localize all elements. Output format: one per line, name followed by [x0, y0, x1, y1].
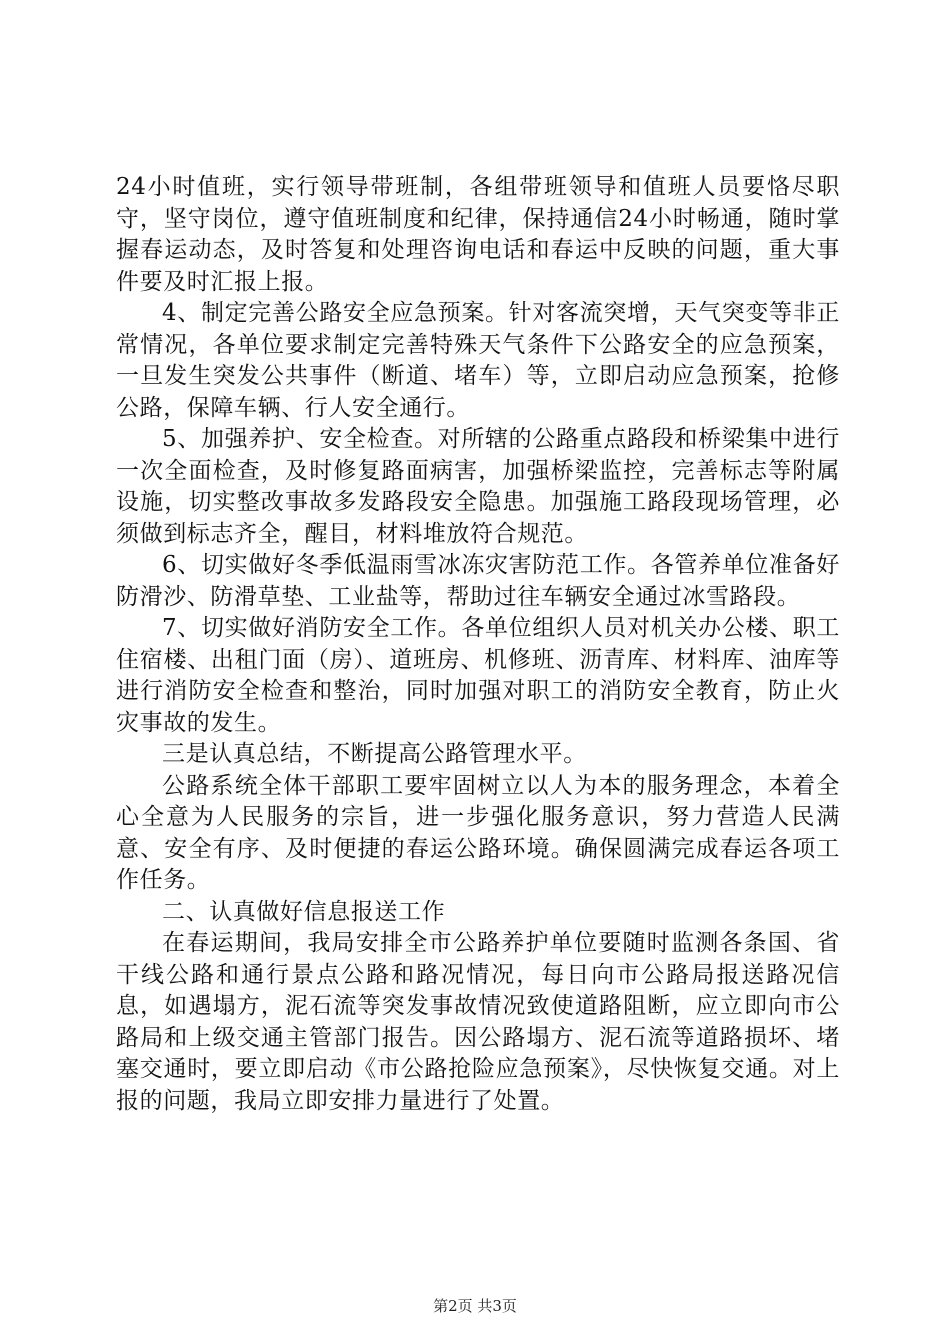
paragraph-item-6-winter-disaster: 6、切实做好冬季低温雨雪冰冻灾害防范工作。各管养单位准备好防滑沙、防滑草垫、工业盐等，帮助过往车辆安全通过冰雪路段。 — [116, 552, 840, 610]
paragraph-duty-continuation: 24小时值班，实行领导带班制，各组带班领导和值班人员要恪尽职守，坚守岗位，遵守值班制度和纪律，保持通信24小时畅通，随时掌握春运动态，及时答复和处理咨询电话和春运中反映的问题，重大事件要及时汇报上报。 — [116, 174, 840, 295]
paragraph-item-4-emergency-plan: 4、制定完善公路安全应急预案。针对客流突增，天气突变等非正常情况，各单位要求制定完善特殊天气条件下公路安全的应急预案，一旦发生突发公共事件（断道、堵车）等，立即启动应急预案，抢修公路，保障车辆、行人安全通行。 — [116, 300, 840, 421]
paragraph-info-reporting: 在春运期间，我局安排全市公路养护单位要随时监测各条国、省干线公路和通行景点公路和路况情况，每日向市公路局报送路况信息，如遇塌方，泥石流等突发事故情况致使道路阻断，应立即向市公路局和上级交通主管部门报告。因公路塌方、泥石流等道路损坏、堵塞交通时，要立即启动《市公路抢险应急预案》，尽快恢复交通。对上报的问题，我局立即安排力量进行了处置。 — [116, 930, 840, 1114]
page-number-footer: 第2页 共3页 — [433, 1297, 517, 1315]
paragraph-item-7-fire-safety: 7、切实做好消防安全工作。各单位组织人员对机关办公楼、职工住宿楼、出租门面（房）、道班房、机修班、沥青库、材料库、油库等进行消防安全检查和整治，同时加强对职工的消防安全教育，防止火灾事故的发生。 — [116, 615, 840, 736]
section-heading-info-reporting: 二、认真做好信息报送工作 — [162, 898, 446, 925]
document-body — [116, 172, 840, 1117]
paragraph-service-philosophy: 公路系统全体干部职工要牢固树立以人为本的服务理念，本着全心全意为人民服务的宗旨，进一步强化服务意识，努力营造人民满意、安全有序、及时便捷的春运公路环境。确保圆满完成春运各项工作任务。 — [116, 772, 840, 893]
paragraph-point-three-heading: 三是认真总结，不断提高公路管理水平。 — [162, 741, 587, 767]
paragraph-item-5-maintenance-inspection: 5、加强养护、安全检查。对所辖的公路重点路段和桥梁集中进行一次全面检查，及时修复路面病害，加强桥梁监控，完善标志等附属设施，切实整改事故多发路段安全隐患。加强施工路段现场管理，必须做到标志齐全，醒目，材料堆放符合规范。 — [116, 426, 840, 547]
